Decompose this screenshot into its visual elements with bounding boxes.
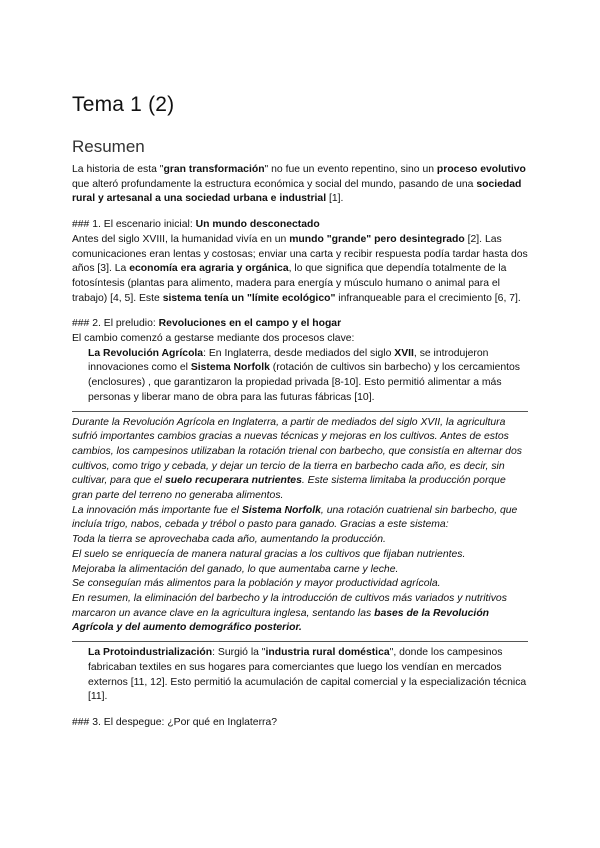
text: ", donde los campesinos fabricaban textiles en sus hogares para comerciantes que luego los vendían en mercados externos [11, 12]. Esto permitió la acumulación de capital comercial y la especialización técnica [11]. [88, 647, 527, 703]
bold-text: XVII [394, 347, 414, 359]
agri-label: La Revolución Agrícola [88, 347, 204, 359]
heading-bold: Un mundo desconectado [195, 219, 320, 231]
bold-text: gran transformación [163, 164, 265, 175]
bold-text: Sistema Norfolk [241, 504, 321, 516]
note-line [72, 504, 528, 533]
agricultural-revolution-paragraph [72, 347, 528, 406]
text: En resumen, la eliminación del barbecho y la introducción de cultivos más variados y nutritivos marcaron un avance clave en la agricultura inglesa, sentando las [72, 592, 507, 619]
bold-text: mundo "grande" pero desintegrado [289, 233, 465, 245]
text: " no fue un evento repentino, sino un [264, 164, 437, 175]
bold-text: economía era agraria y orgánica [129, 263, 289, 275]
note-line: Toda la tierra se aprovechaba cada año, aumentando la producción. [72, 534, 386, 546]
text: : En Inglaterra, desde mediados del siglo [203, 347, 395, 359]
text: [1]. [326, 193, 344, 205]
note-line: Se conseguían más alimentos para la población y mayor productividad agrícola. [72, 578, 441, 590]
text: Antes del siglo XVIII, la humanidad vivía en un [72, 233, 290, 245]
text: infranqueable para el crecimiento [6, 7]. [335, 292, 521, 304]
note-line: El suelo se enriquecía de manera natural gracias a los cultivos que fijaban nutrientes. [72, 548, 466, 560]
section2-lead: El cambio comenzó a gestarse mediante dos procesos clave: [72, 333, 355, 345]
text: , lo que significa que dependía totalmente de la fotosíntesis (plantas para alimento, madera para energía y músculo humano o animal para el trabajo) [4, 5]. Este [72, 263, 507, 304]
intro-paragraph [72, 163, 528, 207]
bold-text: industria rural doméstica [265, 647, 390, 659]
bold-text: bases de la Revolución Agrícola y del aumento demográfico posterior. [72, 607, 490, 634]
text: , una rotación cuatrienal sin barbecho, que incluía trigo, nabos, cebada y trébol o pasto para ganado. Gracias a este sistema: [72, 504, 518, 531]
text: : Surgió la " [212, 647, 266, 659]
note-line [72, 416, 528, 504]
text: La innovación más importante fue el [72, 504, 242, 516]
bold-text: proceso evolutivo [436, 164, 526, 175]
page-subtitle: Resumen [72, 137, 145, 156]
bold-text: suelo recuperara nutrientes [165, 475, 302, 487]
italic-note-block [72, 416, 528, 637]
divider-top [72, 411, 528, 412]
divider-bottom [72, 641, 528, 642]
heading-bold: Revoluciones en el campo y el hogar [158, 318, 342, 330]
text: , se introdujeron innovaciones como el [88, 347, 489, 374]
text: que alteró profundamente la estructura económica y social del mundo, pasando de una [72, 178, 477, 190]
section1-heading [72, 218, 528, 233]
text: [2]. Las comunicaciones eran lentas y costosas; enviar una carta y recibir respuesta podía tardar hasta dos años [3]. La [72, 233, 528, 275]
text: . Este sistema limitaba la producción porque gran parte del terreno no generaba alimentos. [72, 475, 506, 502]
document-body [72, 163, 528, 731]
note-line [72, 592, 528, 636]
bold-text: sociedad rural y artesanal a una sociedad urbana e industrial [72, 178, 522, 205]
text: Durante la Revolución Agrícola en Inglaterra, a partir de mediados del siglo XVII, la agricultura sufrió importantes cambios gracias a nuevas técnicas y mejoras en los cultivos. Antes de estos cambios, los campesinos utilizaban la rotación trienal con barbecho, que consistía en alternar dos cultivos, como trigo y cebada, y dejar un tercio de la tierra en barbecho cada año, es decir, sin cultivar, para que el [72, 416, 522, 487]
bold-text: sistema tenía un "límite ecológico" [162, 292, 336, 304]
protoindustrialization-paragraph [72, 646, 528, 705]
section3-heading: ### 3. El despegue: ¿Por qué en Inglaterra? [72, 716, 278, 728]
heading-prefix: ### 1. El escenario inicial: [72, 219, 196, 231]
section1-paragraph [72, 233, 528, 307]
note-line: Mejoraba la alimentación del ganado, lo que aumentaba carne y leche. [72, 563, 399, 575]
section2-heading [72, 317, 528, 332]
page-title: Tema 1 (2) [72, 93, 175, 116]
text: (rotación de cultivos sin barbecho) y los cercamientos (enclosures) , que garantizaron la propiedad privada [8-10]. Esto permitió alimentar a más personas y liberar mano de obra para las futuras fábricas [10]. [88, 362, 520, 403]
text: La historia de esta " [72, 164, 164, 175]
proto-label: La Protoindustrialización [88, 647, 213, 659]
heading-prefix: ### 2. El preludio: [72, 318, 159, 330]
bold-text: Sistema Norfolk [190, 362, 270, 374]
